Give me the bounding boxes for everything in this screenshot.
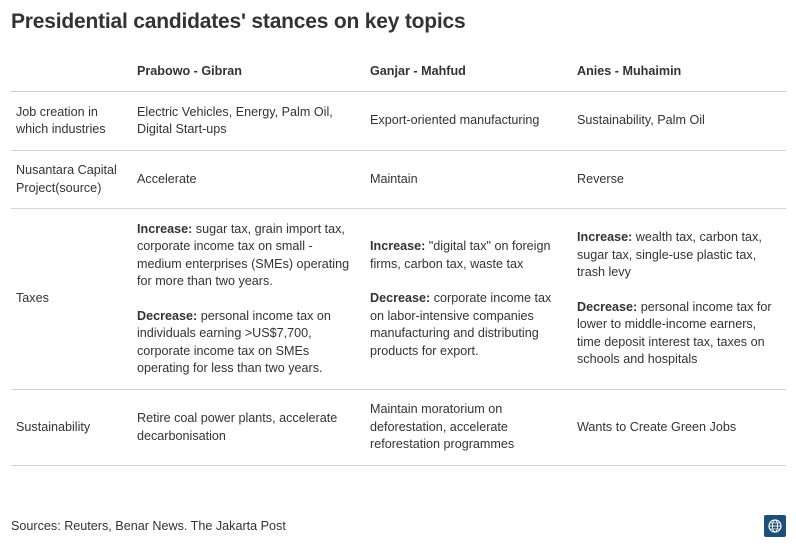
prabowo-cell (132, 209, 365, 390)
decrease-text: personal income tax for lower to middle-income earners, time deposit interest tax, taxes on schools and hospitals (577, 299, 772, 367)
ganjar-cell (365, 209, 572, 390)
page-title: Presidential candidates' stances on key topics (11, 10, 466, 33)
prabowo-cell: Retire coal power plants, accelerate decarbonisation (132, 390, 365, 466)
table-row (11, 390, 786, 466)
stances-table (11, 52, 786, 466)
globe-emblem-icon (764, 515, 786, 537)
decrease-text: personal income tax on individuals earning >US$7,700, corporate income tax on SMEs operating for less than two years. (137, 308, 331, 375)
tax-decrease (370, 290, 566, 360)
sources-note: Sources: Reuters, Benar News. The Jakarta Post (11, 519, 286, 533)
increase-text: wealth tax, carbon tax, sugar tax, single-use plastic tax, trash levy (577, 230, 762, 280)
increase-text: "digital tax" on foreign firms, carbon tax, waste tax (370, 239, 551, 271)
header-ganjar-mahfud: Ganjar - Mahfud (365, 52, 572, 92)
tax-decrease (577, 299, 780, 369)
tax-decrease (137, 308, 359, 378)
anies-cell (572, 209, 786, 390)
ganjar-cell: Export-oriented manufacturing (365, 92, 572, 151)
topic-cell: Sustainability (11, 390, 132, 466)
tax-increase (370, 238, 566, 273)
table-row (11, 209, 786, 390)
tax-increase (137, 221, 359, 291)
increase-text: sugar tax, grain import tax, corporate income tax on small - medium enterprises (SMEs) operating for more than two years. (137, 221, 350, 288)
prabowo-cell: Accelerate (132, 151, 365, 209)
prabowo-cell: Electric Vehicles, Energy, Palm Oil, Digital Start-ups (132, 92, 365, 151)
decrease-label: Decrease: (577, 299, 638, 314)
decrease-text: corporate income tax on labor-intensive companies manufacturing and distributing products for export. (370, 291, 552, 358)
ganjar-cell: Maintain moratorium on deforestation, accelerate reforestation programmes (365, 390, 572, 466)
anies-cell: Sustainability, Palm Oil (572, 92, 786, 151)
header-row (11, 52, 786, 92)
tax-increase (577, 229, 780, 282)
table-row (11, 92, 786, 151)
topic-cell: Taxes (11, 209, 132, 390)
increase-label: Increase: (370, 239, 426, 253)
table-row (11, 151, 786, 209)
increase-label: Increase: (137, 221, 193, 236)
decrease-label: Decrease: (137, 308, 198, 323)
header-prabowo-gibran: Prabowo - Gibran (132, 52, 365, 92)
topic-cell: Job creation in which industries (11, 92, 132, 151)
anies-cell: Wants to Create Green Jobs (572, 390, 786, 466)
increase-label: Increase: (577, 230, 633, 245)
decrease-label: Decrease: (370, 291, 431, 305)
header-topic (11, 52, 132, 92)
header-anies-muhaimin: Anies - Muhaimin (572, 52, 786, 92)
ganjar-cell: Maintain (365, 151, 572, 209)
topic-cell: Nusantara Capital Project(source) (11, 151, 132, 209)
anies-cell: Reverse (572, 151, 786, 209)
